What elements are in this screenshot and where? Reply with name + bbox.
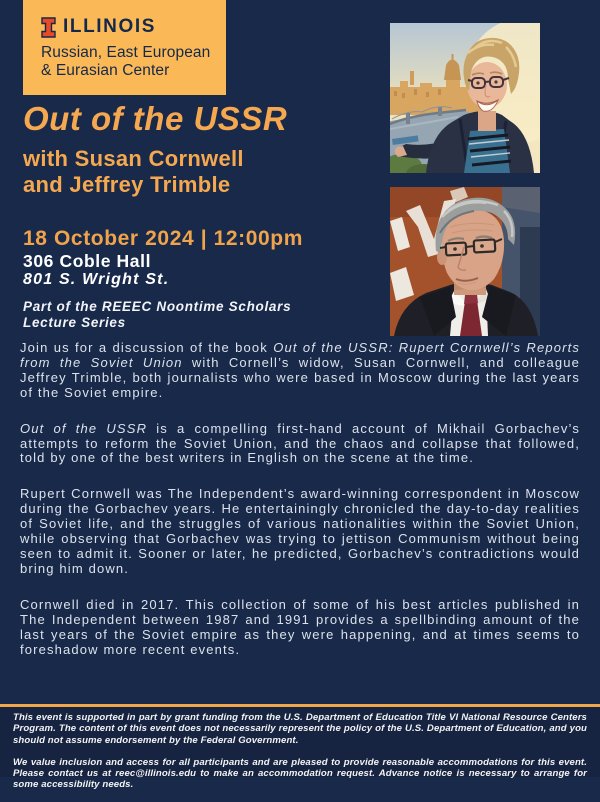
accessibility-note: We value inclusion and access for all participants and are pleased to provide reasonable accommodations for this event. Please contact us at reec@illinois.edu to make an accommodation request. Advance notice is necessary to arrange for some accessibility needs. [13,756,587,791]
body-paragraph-4: Cornwell died in 2017. This collection of some of his best articles published in The Independent between 1987 and 1991 provides a spellbinding amount of the last years of the Soviet empire as they were happening, and at times seems to foreshadow more recent events. [20,596,580,657]
center-name [41,44,226,79]
illinois-wordmark: ILLINOIS [63,16,157,37]
body-paragraph-2: Out of the USSR is a compelling first-hand account of Mikhail Gorbachev’s attempts to reform the Soviet Union, and the chaos and collapse that followed, told by one of the best writers in English on the scene at the time. [20,420,580,466]
event-address: 801 S. Wright St. [23,271,170,288]
body-paragraph-1: Join us for a discussion of the book Out of the USSR: Rupert Cornwell’s Reports from the Soviet Union with Cornell’s widow, Susan Cornwell, and colleague Jeffrey Trimble, both journalists who were based in Moscow during the last years of the Soviet empire. [20,340,580,400]
event-title: Out of the USSR [23,100,288,137]
footer [0,704,600,791]
center-name-line1: Russian, East European [41,44,211,61]
illinois-logo-row [41,16,226,38]
photo-susan-cornwell [390,23,540,173]
event-datetime: 18 October 2024 | 12:00pm [23,227,304,250]
series-line1: Part of the REEEC Noontime Scholars [23,299,292,314]
reeec-logo-box [23,0,226,95]
illinois-block-i-icon [41,17,56,38]
lecture-series-note [23,299,393,330]
event-description [20,341,580,678]
footer-text [13,712,587,802]
funding-disclaimer: This event is supported in part by grant funding from the U.S. Department of Education Title VI National Resource Centers Program. The content of this event does not necessarily represent the policy of the U.S. Department of Education, and you should not assume endorsement by the Federal Government. [13,712,587,746]
event-speakers [23,146,383,198]
speakers-line2: and Jeffrey Trimble [23,172,231,197]
speakers-line1: with Susan Cornwell [23,146,244,171]
event-location: 306 Coble Hall [23,251,152,271]
body-paragraph-3: Rupert Cornwell was The Independent’s award-winning correspondent in Moscow during the Gorbachev years. He entertainingly chronicled the day-to-day realities of Soviet life, and the struggles of various nationalities within the Soviet Union, while observing that Gorbachev was trying to jettison Communism without being seen to admit it. Sooner or later, he predicted, Gorbachev’s contradictions would bring him down. [20,486,580,576]
footer-divider [0,704,600,707]
series-line2: Lecture Series [23,314,126,330]
center-name-line2: & Eurasian Center [41,61,170,79]
photo-jeffrey-trimble [390,187,540,336]
